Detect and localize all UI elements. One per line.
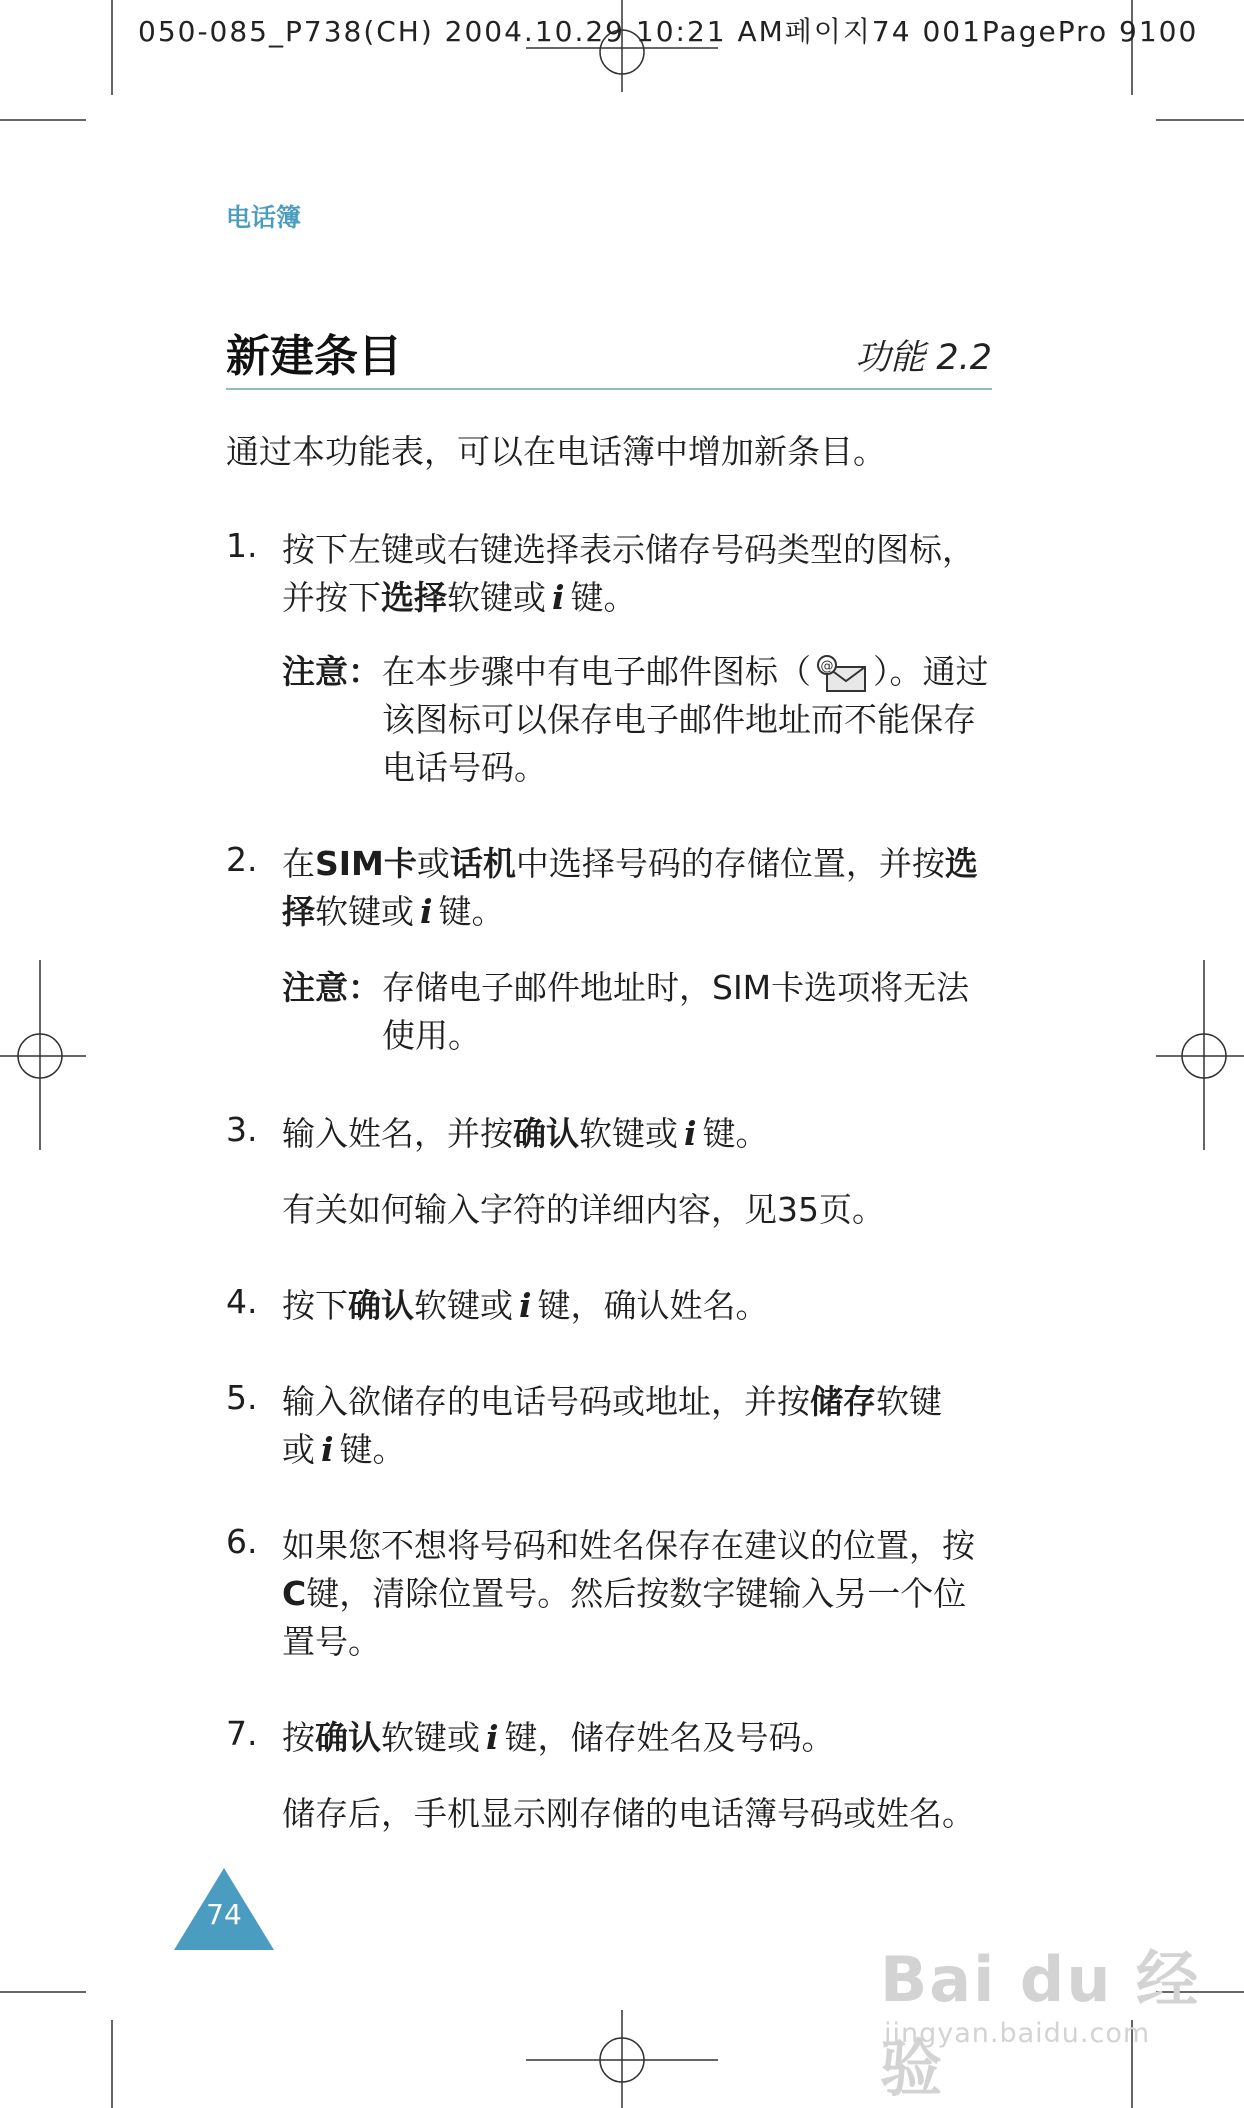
intro-text: 通过本功能表，可以在电话簿中增加新条目。 [226,432,886,471]
print-header: 050-085_P738(CH) 2004.10.29 10:21 AM페이지74 001PagePro 9100 [138,15,1199,48]
note-2-line1: 存储电子邮件地址时，SIM卡选项将无法 [382,968,970,1007]
text-run: 在 [282,844,315,883]
select-key-label: 择 [282,892,315,931]
text-run: 键，清除位置号。然后按数字键输入另一个位 [306,1574,967,1613]
step-number: 4. [226,1282,258,1321]
select-key-label: 选 [944,844,978,883]
confirm-key-label: 确认 [348,1286,414,1325]
note-label: 注意： [282,652,381,691]
i-key-icon: i [519,1286,532,1325]
step-5-line2 [282,1426,1052,1474]
text-run: 在本步骤中有电子邮件图标（ [382,652,811,691]
text-run: 键。 [570,578,637,617]
phone-label: 话机 [449,844,516,883]
save-key-label: 储存 [810,1382,876,1421]
step-number: 7. [226,1714,258,1753]
step-2-line2 [282,888,1052,936]
step-number: 5. [226,1378,258,1417]
step-6-line3: 置号。 [282,1622,381,1661]
text-run: 输入欲储存的电话号码或地址，并按 [282,1382,810,1421]
text-run: 按 [282,1718,315,1757]
text-run: 软键或 [315,892,414,931]
step-3-extra: 有关如何输入字符的详细内容，见35页。 [282,1190,885,1229]
text-run: 中选择号码的存储位置，并按 [515,844,945,883]
email-icon [815,653,869,695]
confirm-key-label: 确认 [513,1114,579,1153]
confirm-key-label: 确认 [315,1718,381,1757]
step-2-text [282,840,1052,936]
step-1-line2 [282,574,1052,622]
step-7-text [282,1714,1052,1762]
text-run: 键。 [339,1430,406,1469]
text-run: 键。 [438,892,505,931]
text-run: 输入姓名，并按 [282,1114,513,1153]
title-rule [226,388,992,390]
text-run: 按下 [282,1286,348,1325]
step-7-extra: 储存后，手机显示刚存储的电话簿号码或姓名。 [282,1794,975,1833]
note-1-line1 [382,648,1002,696]
step-4-text [282,1282,1052,1330]
step-3-text [282,1110,1052,1158]
text-run: 键，储存姓名及号码。 [504,1718,835,1757]
step-6-text [282,1522,1052,1666]
step-5-line1 [282,1378,1052,1426]
step-2-line1 [282,840,1052,888]
text-run: 软键或 [447,578,546,617]
step-1-line1: 按下左键或右键选择表示储存号码类型的图标， [282,530,975,569]
text-run: 或 [282,1430,315,1469]
text-run: 软键 [876,1382,942,1421]
step-number: 6. [226,1522,258,1561]
note-2-line2: 使用。 [382,1016,481,1055]
step-6-line2 [282,1570,1052,1618]
text-run: 并按下 [282,578,381,617]
text-run: 软键或 [381,1718,480,1757]
i-key-icon: i [684,1114,697,1153]
text-run: 或 [416,844,450,883]
i-key-icon: i [321,1430,334,1469]
step-5-text [282,1378,1052,1474]
text-run: 键，确认姓名。 [537,1286,769,1325]
select-key-label: 选择 [381,578,447,617]
baidu-watermark-url: jingyan.baidu.com [884,2018,1151,2049]
page-title: 新建条目 [226,331,402,382]
note-2-text [382,964,1002,1060]
function-number: 功能 2.2 [855,338,992,378]
page-number: 74 [206,1898,242,1931]
step-6-line1: 如果您不想将号码和姓名保存在建议的位置，按 [282,1526,975,1565]
step-number: 3. [226,1110,258,1149]
text-run: ）。通过 [873,652,989,691]
step-number: 2. [226,840,258,879]
sim-card-label: SIM卡 [315,844,417,883]
note-1-line3: 电话号码。 [382,748,547,787]
note-1-text [382,648,1002,792]
text-run: 键。 [702,1114,769,1153]
i-key-icon: i [420,892,433,931]
note-1-line2: 该图标可以保存电子邮件地址而不能保存 [382,700,976,739]
step-1-text [282,526,1052,622]
i-key-icon: i [552,578,565,617]
section-label: 电话簿 [226,203,302,232]
svg-text:@: @ [820,658,834,674]
text-run: 软键或 [579,1114,678,1153]
baidu-watermark: Bai du 经验 [880,1943,1201,2105]
step-number: 1. [226,526,258,565]
i-key-icon: i [486,1718,499,1757]
note-label: 注意： [282,968,381,1007]
text-run: 软键或 [414,1286,513,1325]
c-key-label: C [282,1574,307,1613]
